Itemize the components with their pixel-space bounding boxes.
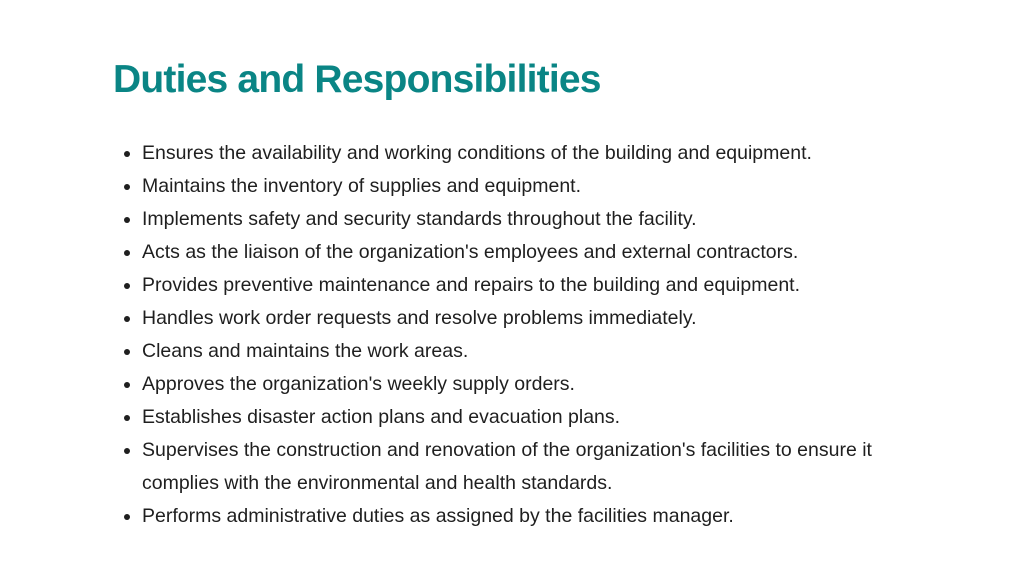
bullet-icon (124, 151, 130, 157)
duty-text: Ensures the availability and working conditions of the building and equipment. (142, 142, 812, 164)
duty-item (113, 401, 913, 434)
duty-text: Implements safety and security standards throughout the facility. (142, 208, 697, 230)
duty-item (113, 335, 913, 368)
bullet-icon (124, 184, 130, 190)
duty-item (113, 170, 913, 203)
duty-item (113, 236, 913, 269)
duty-item (113, 203, 913, 236)
duty-item (113, 434, 913, 500)
bullet-icon (124, 382, 130, 388)
duty-item (113, 269, 913, 302)
duty-text: Maintains the inventory of supplies and equipment. (142, 175, 582, 197)
duties-list (113, 137, 913, 533)
duty-item (113, 137, 913, 170)
bullet-icon (124, 349, 130, 355)
duty-text: Cleans and maintains the work areas. (142, 340, 469, 362)
bullet-icon (124, 514, 130, 520)
duty-item (113, 302, 913, 335)
duty-item (113, 500, 913, 533)
duty-text: Handles work order requests and resolve problems immediately. (142, 307, 697, 329)
bullet-icon (124, 250, 130, 256)
duty-text: Supervises the construction and renovation of the organization's facilities to ensure it complies with the environmental and health standards. (142, 439, 872, 494)
bullet-icon (124, 217, 130, 223)
duty-text: Provides preventive maintenance and repairs to the building and equipment. (142, 274, 801, 296)
duty-text: Acts as the liaison of the organization's employees and external contractors. (142, 241, 799, 263)
duty-text: Performs administrative duties as assigned by the facilities manager. (142, 505, 734, 527)
duty-item (113, 368, 913, 401)
bullet-icon (124, 415, 130, 421)
duty-text: Establishes disaster action plans and evacuation plans. (142, 406, 621, 428)
bullet-icon (124, 316, 130, 322)
section-heading: Duties and Responsibilities (113, 58, 601, 101)
document-section (113, 56, 913, 533)
duty-text: Approves the organization's weekly supply orders. (142, 373, 575, 395)
bullet-icon (124, 283, 130, 289)
bullet-icon (124, 448, 130, 454)
